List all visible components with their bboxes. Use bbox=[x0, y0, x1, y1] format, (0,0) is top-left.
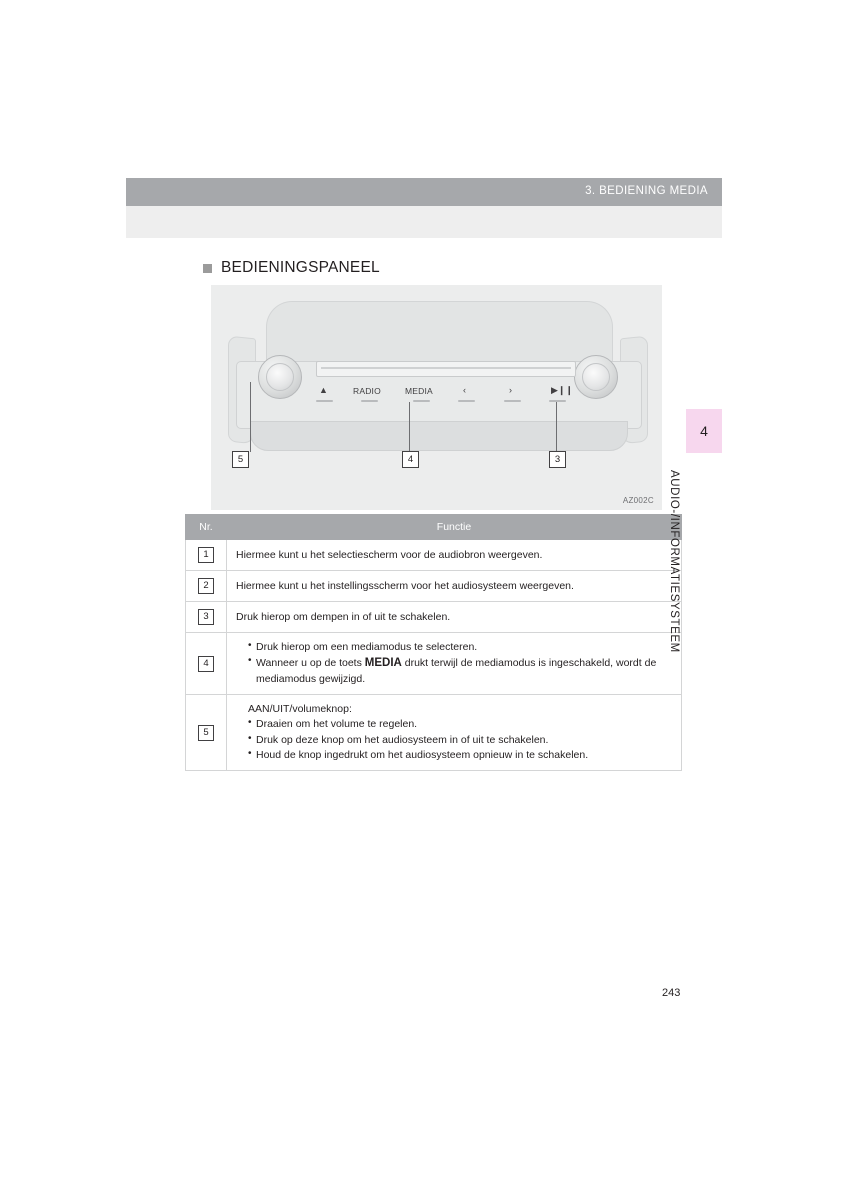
section-heading bbox=[203, 259, 380, 277]
panel-illustration bbox=[228, 301, 648, 461]
row-number-4: 4 bbox=[198, 656, 214, 672]
chapter-tab bbox=[686, 409, 722, 453]
row-4-bullet-1: • Druk hierop om een mediamodus te selecteren. bbox=[248, 640, 672, 655]
table-row bbox=[186, 602, 682, 633]
header-subband bbox=[126, 206, 722, 238]
table-row bbox=[186, 571, 682, 602]
table-row bbox=[186, 540, 682, 571]
callout-4: 4 bbox=[402, 451, 419, 468]
eject-icon: ▲ bbox=[319, 385, 328, 395]
next-button-dash bbox=[504, 400, 521, 402]
panel-lower-shelf bbox=[250, 421, 628, 451]
table-row bbox=[186, 695, 682, 771]
control-panel-figure bbox=[211, 285, 662, 510]
disc-slot bbox=[316, 361, 576, 377]
chapter-side-label: AUDIO-/INFORMATIESYSTEEM bbox=[668, 470, 680, 653]
row-4-bullet-2-bold: MEDIA bbox=[364, 657, 402, 670]
chapter-header-band bbox=[126, 178, 722, 206]
row-4-bullet-2 bbox=[248, 655, 672, 687]
play-pause-icon: ▶❙❙ bbox=[551, 385, 574, 395]
function-table bbox=[185, 514, 682, 771]
row-4-bullet-2-suffix: drukt terwijl de mediamodus is ingeschakeld, wordt de mediamodus gewijzigd. bbox=[256, 657, 657, 685]
row-number-5: 5 bbox=[198, 725, 214, 741]
square-bullet-icon bbox=[203, 264, 212, 273]
table-header-functie: Functie bbox=[227, 515, 682, 540]
panel-top-shell bbox=[266, 301, 613, 364]
leader-line-4 bbox=[409, 402, 410, 452]
radio-button-dash bbox=[361, 400, 378, 402]
table-row-text-cell: Hiermee kunt u het instellingsscherm voor het audiosysteem weergeven. bbox=[227, 571, 682, 602]
row-4-bullet-list bbox=[236, 640, 672, 687]
media-button-label: MEDIA bbox=[405, 386, 433, 396]
table-row-text-cell bbox=[227, 633, 682, 695]
figure-code: AZ002C bbox=[622, 496, 654, 505]
table-row-number-cell bbox=[186, 633, 227, 695]
section-heading-label: BEDIENINGSPANEEL bbox=[221, 259, 380, 276]
next-icon: › bbox=[509, 385, 512, 395]
prev-button-dash bbox=[458, 400, 475, 402]
media-button-dash bbox=[413, 400, 430, 402]
leader-line-5 bbox=[250, 382, 251, 452]
callout-5: 5 bbox=[232, 451, 249, 468]
page-number: 243 bbox=[662, 987, 681, 999]
eject-button-dash bbox=[316, 400, 333, 402]
play-pause-button-dash bbox=[549, 400, 566, 402]
row-number-3: 3 bbox=[198, 609, 214, 625]
table-row-number-cell bbox=[186, 571, 227, 602]
row-number-1: 1 bbox=[198, 547, 214, 563]
table-row-text-cell bbox=[227, 695, 682, 771]
table-header-row bbox=[186, 515, 682, 540]
table-row-text-cell: Druk hierop om dempen in of uit te schakelen. bbox=[227, 602, 682, 633]
row-5-bullet-2: • Druk op deze knop om het audiosysteem in of uit te schakelen. bbox=[248, 733, 672, 748]
row-5-bullet-1: • Draaien om het volume te regelen. bbox=[248, 717, 672, 732]
button-row bbox=[308, 385, 584, 411]
prev-icon: ‹ bbox=[463, 385, 466, 395]
row-5-title: AAN/UIT/volumeknop: bbox=[248, 703, 352, 716]
chapter-title: 3. BEDIENING MEDIA bbox=[585, 185, 708, 197]
volume-knob bbox=[258, 355, 302, 399]
row-4-bullet-2-prefix: Wanneer u op de toets bbox=[256, 657, 365, 670]
table-header-nr: Nr. bbox=[186, 515, 227, 540]
radio-button-label: RADIO bbox=[353, 386, 381, 396]
tune-knob-inner bbox=[582, 363, 610, 391]
table-row-number-cell bbox=[186, 540, 227, 571]
table-row bbox=[186, 633, 682, 695]
row-5-bullet-3: • Houd de knop ingedrukt om het audiosysteem opnieuw in te schakelen. bbox=[248, 748, 672, 763]
table-row-text-cell: Hiermee kunt u het selectiescherm voor de audiobron weergeven. bbox=[227, 540, 682, 571]
disc-slot-line bbox=[321, 367, 571, 369]
callout-3: 3 bbox=[549, 451, 566, 468]
volume-knob-inner bbox=[266, 363, 294, 391]
chapter-tab-number: 4 bbox=[700, 423, 708, 439]
table-row-number-cell bbox=[186, 602, 227, 633]
table-row-number-cell bbox=[186, 695, 227, 771]
row-5-bullet-list bbox=[236, 717, 672, 763]
leader-line-3 bbox=[556, 402, 557, 452]
row-number-2: 2 bbox=[198, 578, 214, 594]
